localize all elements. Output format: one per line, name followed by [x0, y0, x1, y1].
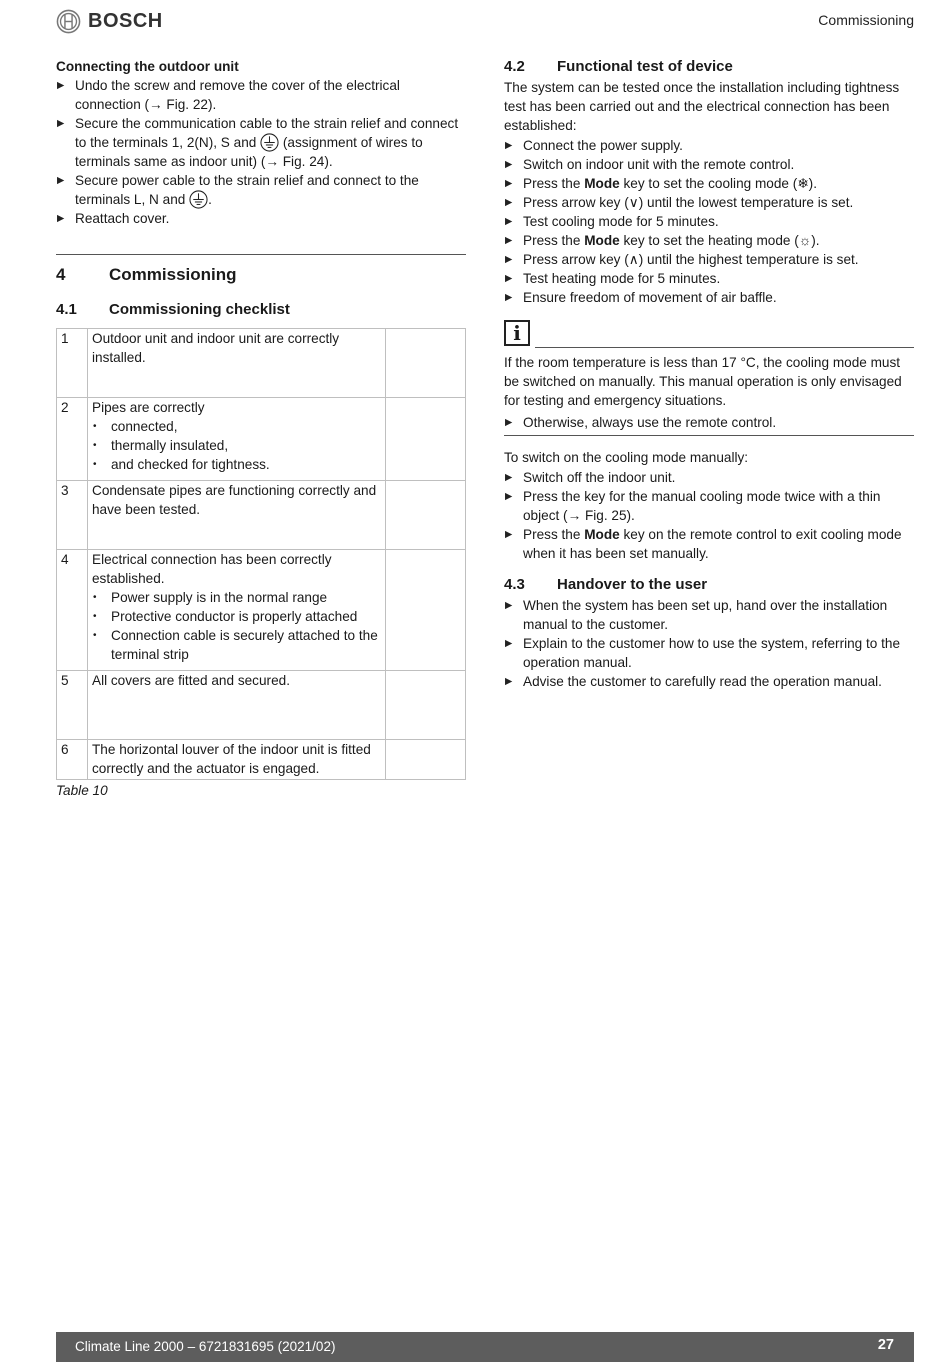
step-item — [504, 525, 914, 563]
step-item — [56, 209, 466, 228]
table-row — [57, 398, 466, 481]
step-text: Press the — [523, 233, 581, 248]
step-item: ▶ Switch off the indoor unit. — [504, 468, 914, 487]
section-title: Commissioning — [109, 265, 237, 284]
page-number: 27 — [877, 1337, 894, 1353]
step-item: ▶ Press arrow key (∧) until the highest temperature is set. — [504, 250, 914, 269]
brand-logo — [56, 8, 163, 34]
bullet-item: • Connection cable is securely attached to the terminal strip — [92, 626, 381, 664]
outdoor-heading: Connecting the outdoor unit — [56, 59, 239, 74]
subsection-number: 4.1 — [56, 301, 77, 318]
manual-steps — [504, 468, 914, 563]
step-item: ▶ Switch on indoor unit with the remote control. — [504, 155, 914, 174]
step-item: ▶ Advise the customer to carefully read the operation manual. — [504, 672, 914, 691]
step-item: ▶ Press arrow key (∨) until the lowest temperature is set. — [504, 193, 914, 212]
row-text: All covers are fitted and secured. — [88, 671, 386, 740]
table-row — [57, 481, 466, 550]
row-number: 3 — [57, 481, 88, 550]
section-number: 4 — [56, 265, 66, 284]
row-number: 1 — [57, 329, 88, 398]
manual-intro: To switch on the cooling mode manually: — [504, 450, 749, 465]
table-row — [57, 329, 466, 398]
subsection-number: 4.2 — [504, 58, 525, 75]
step-item: ▶ Explain to the customer how to use the system, referring to the operation manual. — [504, 634, 914, 672]
step-item — [56, 114, 466, 171]
info-end-rule — [504, 435, 914, 436]
row-number: 2 — [57, 398, 88, 481]
step-text: . — [208, 192, 212, 207]
table-caption: Table 10 — [56, 783, 108, 798]
step-item: ▶ Test heating mode for 5 minutes. — [504, 269, 914, 288]
row-bullets — [92, 417, 381, 474]
table-row — [57, 671, 466, 740]
subsection-heading-checklist — [56, 300, 466, 320]
step-item: ▶ Press the key for the manual cooling mode twice with a thin object (→ Fig. 25). — [504, 487, 914, 525]
bullet-item: • thermally insulated, — [92, 436, 381, 455]
bullet-item: • Protective conductor is properly attached — [92, 607, 381, 626]
step-text: Undo the screw and remove the cover of the electrical connection (→ Fig. 22). — [75, 78, 400, 112]
row-text: Condensate pipes are functioning correctly and have been tested. — [88, 481, 386, 550]
table-row — [57, 550, 466, 671]
info-steps — [504, 413, 914, 432]
bullet-item: • Power supply is in the normal range — [92, 588, 381, 607]
row-text: Outdoor unit and indoor unit are correctly installed. — [88, 329, 386, 398]
step-text: Secure the communication cable to the strain relief and connect to the terminals 1, 2(N), S and — [75, 116, 459, 150]
step-text: Reattach cover. — [75, 211, 170, 226]
handover-steps — [504, 596, 914, 691]
step-text: key to set the cooling mode (❄). — [623, 176, 817, 191]
subsection-number: 4.3 — [504, 576, 525, 593]
row-bullets — [92, 588, 381, 664]
info-icon: i — [504, 320, 530, 346]
info-notice — [504, 320, 914, 350]
check-cell — [386, 481, 466, 550]
subsection-title: Handover to the user — [557, 576, 708, 593]
step-text: Secure power cable to the strain relief and connect to the terminals L, N and — [75, 173, 419, 207]
table-row — [57, 740, 466, 780]
step-text: (assignment of wires to terminals same as indoor unit) (→ Fig. 24). — [75, 135, 423, 169]
step-text: key on the remote control to exit cooling mode when it has been set manually. — [523, 527, 902, 561]
step-item: ▶ Otherwise, always use the remote control. — [504, 413, 914, 432]
earth-ground-icon — [189, 190, 208, 209]
check-cell — [386, 398, 466, 481]
step-item — [56, 171, 466, 209]
row-content — [88, 550, 386, 671]
section-heading-commissioning — [56, 264, 466, 286]
step-item — [56, 76, 466, 114]
check-cell — [386, 671, 466, 740]
section-divider — [56, 254, 466, 255]
step-item — [504, 174, 914, 193]
step-text: Press the — [523, 176, 581, 191]
info-rule — [535, 347, 914, 348]
subsection-title: Functional test of device — [557, 58, 733, 75]
commissioning-checklist-table — [56, 328, 466, 780]
row-text: The horizontal louver of the indoor unit is fitted correctly and the actuator is engaged. — [88, 740, 386, 780]
check-cell — [386, 550, 466, 671]
brand-name: BOSCH — [88, 10, 163, 32]
step-text: key to set the heating mode (☼). — [623, 233, 820, 248]
right-column — [504, 57, 914, 691]
step-text: Press the — [523, 527, 581, 542]
row-content — [88, 398, 386, 481]
subsection-heading-functional-test — [504, 57, 914, 77]
earth-ground-icon — [260, 133, 279, 152]
mode-key-label: Mode — [584, 233, 620, 248]
subsection-title: Commissioning checklist — [109, 301, 290, 318]
check-cell — [386, 740, 466, 780]
running-header: Commissioning — [818, 12, 914, 28]
info-text: If the room temperature is less than 17 °C, the cooling mode must be switched on manually. This manual operation is only envisaged for testing and emergency situations. — [504, 355, 902, 408]
check-cell — [386, 329, 466, 398]
outdoor-steps — [56, 76, 466, 228]
step-item: ▶ Connect the power supply. — [504, 136, 914, 155]
step-item: ▶ When the system has been set up, hand over the installation manual to the customer. — [504, 596, 914, 634]
row-number: 5 — [57, 671, 88, 740]
row-text: Electrical connection has been correctly established. — [92, 552, 332, 586]
footer-document-id: Climate Line 2000 – 6721831695 (2021/02) — [75, 1339, 336, 1354]
row-number: 6 — [57, 740, 88, 780]
row-number: 4 — [57, 550, 88, 671]
row-text: Pipes are correctly — [92, 400, 205, 415]
step-item: ▶ Ensure freedom of movement of air baffle. — [504, 288, 914, 307]
mode-key-label: Mode — [584, 527, 620, 542]
mode-key-label: Mode — [584, 176, 620, 191]
step-item — [504, 231, 914, 250]
bullet-item: • connected, — [92, 417, 381, 436]
functional-intro: The system can be tested once the installation including tightness test has been carried out and the electrical connection has been established: — [504, 80, 900, 133]
functional-steps — [504, 136, 914, 307]
page-footer — [56, 1332, 914, 1362]
subsection-heading-handover — [504, 575, 914, 595]
step-item: ▶ Test cooling mode for 5 minutes. — [504, 212, 914, 231]
bosch-armature-icon — [56, 9, 81, 34]
bullet-item: • and checked for tightness. — [92, 455, 381, 474]
left-column — [56, 57, 466, 800]
